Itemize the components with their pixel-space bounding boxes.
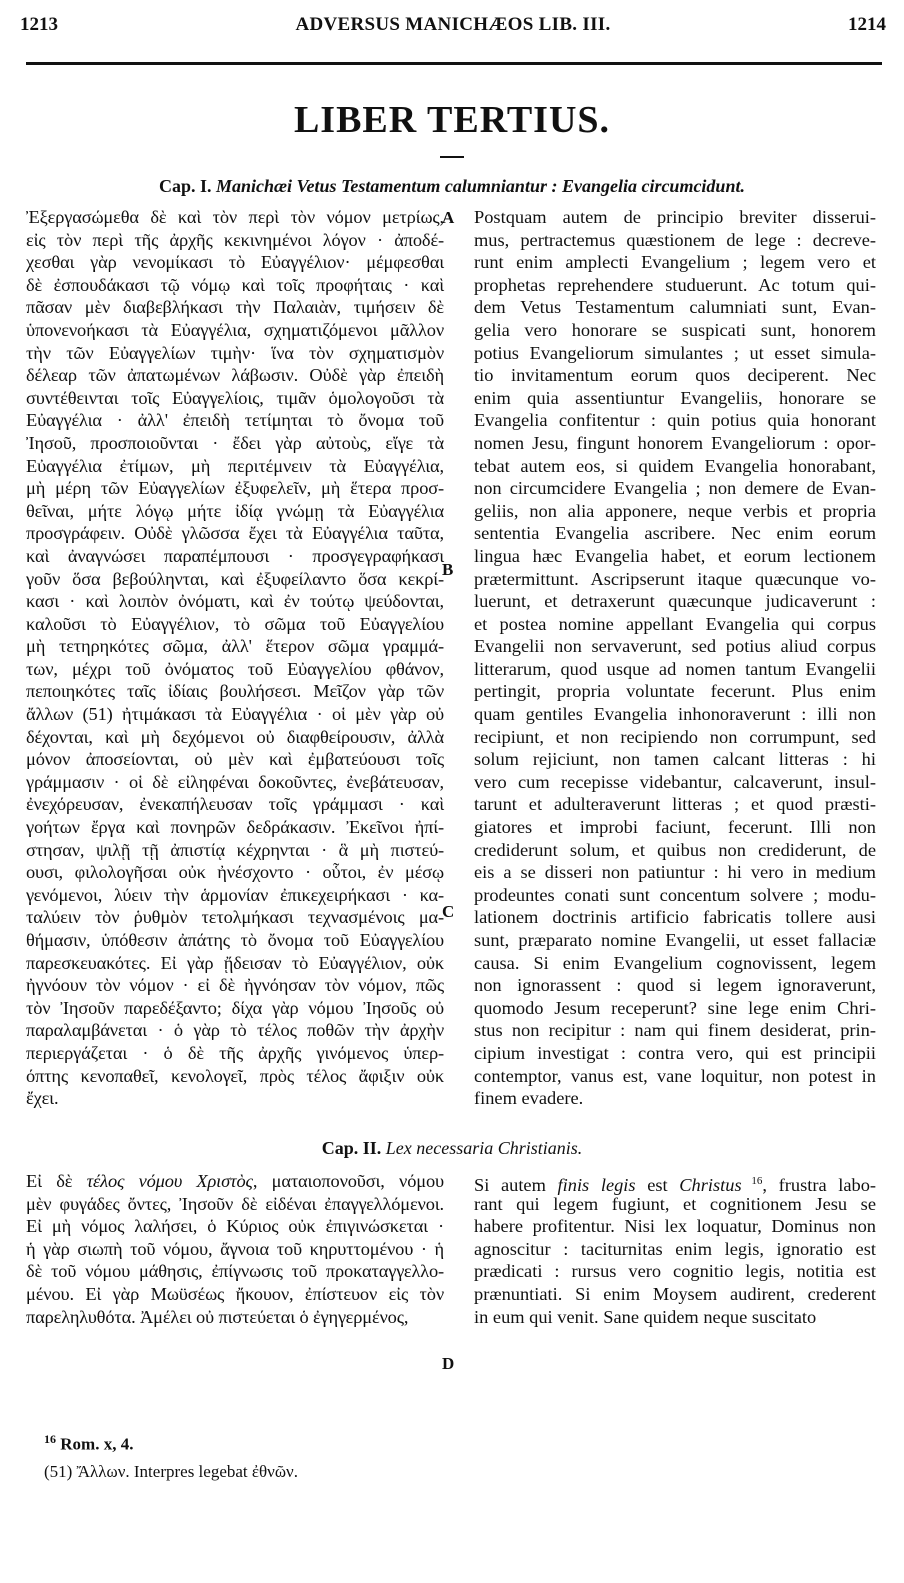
running-header: [20, 14, 886, 44]
title-dash: [440, 156, 464, 158]
latin-text-line: contemptor, vanus est, vane loquitur, non potest in: [474, 1065, 876, 1086]
latin-text-line: prodeuntes conati sunt concentum solvere ; modu-: [474, 884, 876, 905]
greek-text-line: ὑπονενοήκασι τὰ Εὐαγγέλια, σχηματιζόμενοι μᾶλλον: [26, 319, 444, 340]
latin-text-line: cipium investigat : contra vero, qui est principii: [474, 1042, 876, 1063]
latin-text-line: prophetas reprehendere studuerunt. Ac totum qui-: [474, 274, 876, 295]
book-title: LIBER TERTIUS.: [293, 99, 611, 141]
latin-text-line: Evangelii non servaverunt, sed potius aliud corpus: [474, 636, 876, 657]
greek-text-line: παρεσκευακότες. Εἰ γὰρ ᾔδεισαν τὸ Εὐαγγέλιον, οὐκ: [26, 952, 444, 973]
greek-text-line: κασι · καὶ λοιπὸν ὀνόματι, καὶ ἐν τούτῳ ψεύδονται,: [26, 591, 444, 612]
greek-text-pre: ἡ γὰρ σιωπὴ τοῦ νόμου, ἄγνοια τοῦ κηρυττομένου · ἡ: [26, 1238, 444, 1259]
chapter-2-label: Cap. II.: [321, 1138, 382, 1158]
chapter-2-latin-column: [474, 1170, 876, 1328]
latin-text-line: Postquam autem de principio breviter disserui-: [474, 207, 876, 227]
latin-text-line: luerunt, et detraxerunt quæcunque judicaverunt :: [474, 591, 876, 612]
greek-text-line: [26, 1170, 444, 1193]
greek-text-line: ἐνεχόρευσαν, ἐνεκαπήλευσαν τοῖς γράμμασι · καὶ: [26, 794, 444, 815]
greek-text-line: στησαν, ψιλῇ τῇ ἀπιστίᾳ κέχρηνται · ἃ μὴ πιστεύ-: [26, 839, 444, 860]
latin-text-line: giatores et improbi faciunt, fecerunt. Illi non: [474, 817, 876, 838]
latin-text-line: runt enim amplecti Evangelium ; legem vero et: [474, 252, 876, 273]
greek-text-line: ταλύειν τὸν ῥυθμὸν τετολμήκασι τεχνασμένοις μα-: [26, 907, 444, 928]
greek-text-pre: Εἰ μὴ νόμος λαλήσει, ὁ Κύριος οὐκ ἐπιγινώσκεται ·: [26, 1216, 444, 1237]
latin-text-line: causa. Si enim Evangelium cognovissent, legem: [474, 952, 876, 973]
greek-text-pre: παρεληλυθότα. Ἀμέλει οὐ πιστεύεται ὁ ἐγηγερμένος,: [26, 1306, 409, 1327]
greek-text-pre: δὲ τοῦ νόμου μάθησις, ἐπίγνωσις τοῦ προκαταγγελλο-: [26, 1261, 444, 1282]
footnote-51-text: Interpres legebat ἐθνῶν.: [133, 1462, 298, 1481]
greek-text-line: εἰς τὸν περὶ τῆς ἀρχῆς κεκινημένοι λόγον · ἀποδέ-: [26, 229, 444, 250]
latin-text-line: dem Vetus Testamentum calumniati sunt, Evan-: [474, 297, 876, 318]
greek-text-line: θήμασιν, ὑπόθεσιν ἀπάτης τὸ ὄνομα τοῦ Εὐαγγελίου: [26, 930, 444, 950]
latin-text-sup: 16: [741, 1175, 763, 1187]
greek-text-line: Εὐαγγέλια ἐτίμων, μὴ περιτέμνειν τὰ Εὐαγγέλια,: [26, 455, 444, 476]
greek-text-pre: μένου. Εἰ γὰρ Μωϋσέως ἤκουον, ἐπίστευον εἰς τὸν: [26, 1283, 444, 1304]
chapter-1-heading: [0, 176, 904, 197]
latin-text-pre: habere profitentur. Nisi lex loquatur, Dominus non: [474, 1216, 876, 1237]
latin-text-line: sunt, præparato nomine Evangelii, ut esset fallaciæ: [474, 930, 876, 950]
greek-text-line: καὶ ἀναγνώσει παραπέμπουσι · προσγεγραφήκασι: [26, 545, 444, 566]
greek-text-line: ἄλλων (51) ἠτιμάκασι τὰ Εὐαγγέλια · οἱ μὲν γὰρ οὐ: [26, 704, 444, 725]
greek-text-line: [26, 1215, 444, 1238]
latin-text-line: lingua hæc Evangelia habet, et eorum lectionem: [474, 545, 876, 566]
greek-text-line: συντέθεινται τοῖς Εὐαγγελίοις, τιμᾶν ὁμολογοῦσι τὰ: [26, 387, 444, 408]
latin-text-line: geliis, non alia apponere, neque verbis et propria: [474, 500, 876, 521]
latin-text-line: crediderunt solum, et quibus non crediderunt, de: [474, 839, 876, 860]
footnote-51: [44, 1462, 298, 1482]
greek-text-line: των, μέχρι τοῦ ὀνόματος τοῦ Εὐαγγελίου φθάνον,: [26, 658, 444, 679]
latin-text-line: eis a se disseri non patiuntur : hi vero in medium: [474, 862, 876, 883]
latin-text-line: tebat autem eos, si quidem Evangelia honorabant,: [474, 455, 876, 476]
greek-text-line: προσγράφειν. Οὐδὲ γλῶσσα ἔχει τὰ Εὐαγγέλια ταῦτα,: [26, 523, 444, 544]
chapter-1-greek-column: [26, 206, 444, 1110]
footnote-16-mark: 16: [44, 1432, 56, 1446]
latin-text-line: stus non recipitur : nam qui finem desiderat, prin-: [474, 1020, 876, 1041]
greek-text-line: πᾶσαν μὲν διαβεβλήκασι τὴν Παλαιὰν, τιμήσειν δὲ: [26, 297, 444, 318]
greek-text-line: [26, 1260, 444, 1283]
greek-text-it: τέλος νόμου Χριστὸς: [86, 1171, 253, 1191]
latin-text-line: pertingit, propria voluntate fecerunt. Plus enim: [474, 681, 876, 702]
greek-text-line: χεσθαι γὰρ νενομίκασι τὸ Εὐαγγέλιον· μέμφεσθαι: [26, 252, 444, 273]
greek-text-line: μὴ τετηρηκότες σῶμα, ἀλλ' ἕτερον σῶμα γραμμά-: [26, 636, 444, 657]
latin-text-line: mus, pertractemus quæstionem de lege : decreve-: [474, 229, 876, 250]
greek-text-line: παραλαμβάνεται · ὁ γὰρ τὸ τέλος ποθῶν τὴν ἀρχὴν: [26, 1020, 444, 1041]
latin-text-line: litterarum, quod usque ad nomen tantum Evangelii: [474, 658, 876, 679]
chapter-1-label: Cap. I.: [159, 176, 212, 196]
latin-text-pre: in eum qui venit. Sane quidem neque suscitato: [474, 1306, 817, 1327]
page-number-left: 1213: [20, 14, 58, 35]
chapter-1-title: Manichæi Vetus Testamentum calumniantur : Evangelia circumcidunt.: [216, 176, 745, 196]
chapter-2-heading: [0, 1138, 904, 1159]
header-rule: [26, 62, 882, 65]
greek-text-line: όπτης κενοπαθεῖ, κενολογεῖ, πρὸς τέλος ἄφιξιν οὐκ: [26, 1065, 444, 1086]
chapter-1-latin-column: [474, 206, 876, 1110]
footnote-51-greek: Ἄλλων.: [76, 1462, 130, 1481]
latin-text-line: [474, 1170, 877, 1196]
latin-text-line: lationem doctrinis artificio fabricatis tollere ausi: [474, 907, 876, 928]
latin-text-line: quam gentiles Evangelia inhonoraverunt : illi non: [474, 704, 876, 725]
greek-text-line: [26, 1193, 444, 1216]
footnote-16: [44, 1432, 133, 1455]
latin-text-pre: prædicati : rursus vero cognitio legis, notitia est: [474, 1261, 876, 1282]
latin-text-line: [474, 1193, 876, 1216]
latin-text-line: [474, 1238, 876, 1261]
latin-text-line: finem evadere.: [474, 1088, 584, 1109]
greek-text-line: περιεργάζεται · ὁ δὲ τῆς ἀρχῆς γινόμενος ὑπερ-: [26, 1042, 444, 1063]
greek-text-line: δέχονται, καὶ μὴ δεχόμενοι οὐ διαφθείρουσιν, ἀλλὰ: [26, 726, 444, 747]
greek-text-line: Εὐαγγέλια · ἀλλ' ἐπειδὴ τετίμηται τὸ ὄνομα τοῦ: [26, 410, 444, 431]
latin-text-pre: Si autem: [474, 1175, 558, 1196]
latin-text-line: et postea nomine appellant Evangelia qui corpus: [474, 613, 876, 634]
greek-text-line: τὴν τῶν Εὐαγγελίων τιμὴν· ἵνα τὸν σχηματισμὸν: [26, 342, 444, 363]
latin-text-line: [474, 1283, 876, 1306]
latin-text-mid: est: [635, 1175, 680, 1196]
chapter-2-title: Lex necessaria Christianis.: [385, 1138, 583, 1158]
latin-text-line: tio invitamentum eorum quos deciperent. Nec: [474, 365, 876, 386]
latin-text-line: potius Evangeliorum simulantes ; ut esset simula-: [474, 342, 876, 363]
latin-text-line: tarunt et adulteraverunt litteras ; et quod præsti-: [474, 794, 876, 815]
greek-text-line: δέλεαρ τῶν ἀπατωμένων λάβωσιν. Οὐδὲ γὰρ ἐπειδὴ: [26, 365, 444, 386]
greek-text-line: Ἐξεργασώμεθα δὲ καὶ τὸν περὶ τὸν νόμον μετρίως,: [26, 207, 444, 227]
greek-text-pre: Εἰ δὲ: [26, 1171, 87, 1191]
margin-letter-c: C: [442, 902, 455, 921]
greek-text-line: [26, 1238, 444, 1261]
latin-text-line: nomen Jesu, fingunt honorem Evangeliorum : opor-: [474, 432, 876, 453]
footnote-16-text: Rom. x, 4.: [60, 1434, 134, 1454]
greek-text-line: καλοῦσι τὸ Εὐαγγέλιον, τὸ σῶμα τοῦ Εὐαγγελίου: [26, 613, 444, 634]
margin-letter-a: A: [442, 208, 455, 227]
greek-text-line: θεῖναι, μήτε λόγῳ μήτε ἰδίᾳ γνώμῃ τὰ Εὐαγγέλια: [26, 500, 444, 521]
latin-text-line: gelia vero honorare se suspicati sunt, honorem: [474, 319, 876, 340]
greek-text-post: , ματαιοπονοῦσι, νόμου: [252, 1171, 444, 1191]
latin-text-line: non circumcidere Evangelia ; non demere de Evan-: [474, 478, 876, 499]
greek-text-line: ουσι, φιλολογῆσαι οὐκ ἠνέσχοντο · οὗτοι, ἐν μέσῳ: [26, 862, 444, 883]
greek-text-line: γενόμενοι, λύειν τὴν ἁρμονίαν ἐπικεχειρήκασι · κα-: [26, 884, 444, 905]
latin-text-line: prætermittunt. Ascripserunt itaque quæcunque vo-: [474, 568, 876, 589]
latin-text-line: vero cum recepisse videbantur, calcaverunt, insul-: [474, 771, 876, 792]
greek-text-line: [26, 1306, 444, 1329]
latin-text-pre: agnoscitur : taciturnitas enim legis, ignoratio est: [474, 1238, 876, 1259]
greek-text-line: γοήτων ἔργα καὶ πονηρῶν δεδράκασιν. Ἐκεῖνοι ἠπί-: [26, 817, 444, 838]
greek-text-line: ἠγνόουν τὸν νόμον · εἰ δὲ ἠγνόησαν τὸν νόμον, πῶς: [26, 975, 444, 996]
latin-text-line: sententia Evangelia ascribere. Nec enim eorum: [474, 523, 876, 544]
latin-text-line: [474, 1260, 876, 1283]
greek-text-line: [26, 1283, 444, 1306]
footnote-51-number: (51): [44, 1462, 73, 1481]
latin-text-line: [474, 1306, 876, 1329]
margin-letter-b: B: [442, 560, 454, 579]
running-title: ADVERSUS MANICHÆOS LIB. III.: [295, 14, 611, 35]
greek-text-line: Ἰησοῦ, προσποιοῦνται · ἔδει γὰρ αὐτοὺς, εἴγε τὰ: [26, 432, 444, 453]
greek-text-pre: μὲν φυγάδες ὄντες, Ἰησοῦν δὲ εἰδέναι ἐπαγγελλόμενοι.: [26, 1193, 444, 1214]
margin-letter-d: D: [442, 1354, 455, 1373]
latin-text-line: Evangelia confitentur : quin potius quia honorant: [474, 410, 876, 431]
latin-text-it2: Christus: [679, 1175, 742, 1196]
greek-text-line: μὴ μέρη τῶν Εὐαγγελίων ἐξυφελεῖν, μὴ ἕτερα προσ-: [26, 478, 444, 499]
chapter-2-greek-column: [26, 1170, 444, 1328]
latin-text-it: finis legis: [557, 1175, 636, 1196]
latin-text-pre: prænuntiati. Si enim Moysem audirent, crederent: [474, 1283, 876, 1304]
latin-text-line: solum rejiciunt, non tamen calcant litteras : hi: [474, 749, 876, 770]
latin-text-line: recipiunt, et non recipiendo non corrumpunt, sed: [474, 726, 876, 747]
page-number-right: 1214: [848, 14, 886, 35]
greek-text-line: γράμμασιν · οἱ δὲ εἰληφέναι δοκοῦντες, ἐνεβάτευσαν,: [26, 771, 444, 792]
greek-text-line: γοῦν ὅσα βεβούληνται, καὶ ἐξυφείλαντο ὅσα κεκρί-: [26, 568, 444, 589]
latin-text-line: enim quia assentiuntur Evangeliis, honorare se: [474, 387, 876, 408]
latin-text-line: [474, 1215, 876, 1238]
greek-text-line: δὲ ἐσπουδάκασι τῷ νόμῳ καὶ τοῖς προφήταις · καὶ: [26, 274, 444, 295]
greek-text-line: ἔχει.: [26, 1088, 59, 1109]
latin-text-pre: rant qui legem fugiunt, et cognitionem Jesu se: [474, 1193, 876, 1214]
greek-text-line: μόνον ἀποσείονται, οὐ μὲν καὶ ἐμβατεύουσι τοῖς: [26, 749, 444, 770]
greek-text-line: τὸν Ἰησοῦν παρεδέξαντο; δίχα γὰρ νόμου Ἰησοῦς οὐ: [26, 997, 444, 1018]
latin-text-post: , frustra labo-: [762, 1175, 877, 1196]
latin-text-line: non ignorassent : quod si legem ignoraverunt,: [474, 975, 876, 996]
latin-text-line: quomodo Jesum receperunt? sine lege enim Chri-: [474, 997, 876, 1018]
greek-text-line: πεποιηκότες ταῖς ἰδίαις βουλήσεσι. Μεῖζον γὰρ τῶν: [26, 681, 444, 702]
